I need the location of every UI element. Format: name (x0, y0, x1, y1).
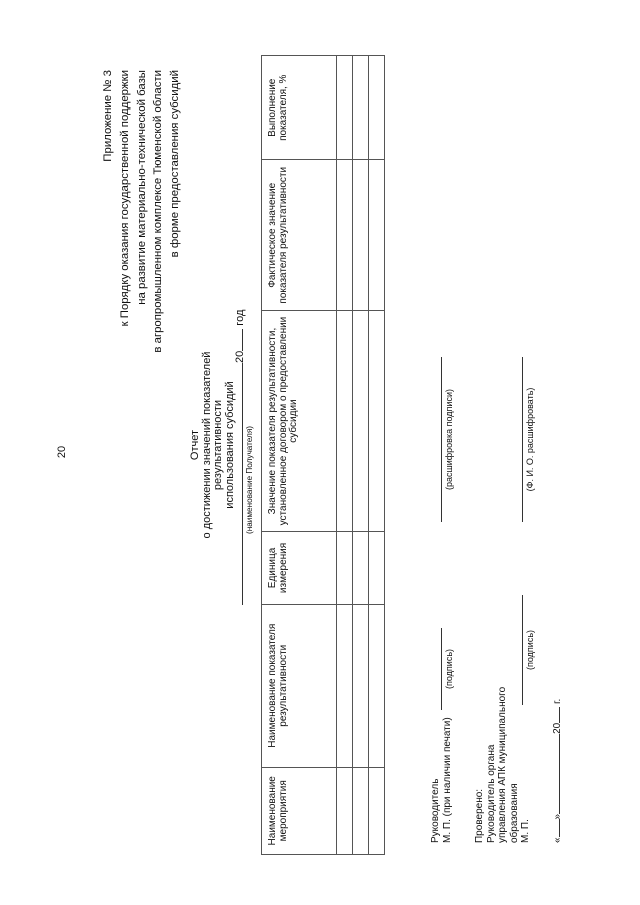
date-year-prefix: 20 (552, 722, 563, 734)
year-prefix: 20 (234, 350, 246, 363)
month-blank[interactable] (549, 734, 560, 814)
table-cell[interactable] (353, 311, 369, 532)
head-decode-line[interactable] (441, 357, 442, 522)
title-line: Отчет (189, 429, 201, 461)
annex-line: Приложение № 3 (102, 70, 114, 162)
date-close-quote: » (552, 813, 563, 820)
date-open-quote: « (552, 837, 563, 843)
annex-line: в агропромышленном комплексе Тюменской области (152, 70, 165, 353)
head-decode-caption: (расшифровка подписи) (444, 389, 454, 490)
table-cell[interactable] (337, 767, 353, 854)
table-cell[interactable] (337, 604, 353, 767)
table-cell[interactable] (353, 532, 369, 605)
col-header-indicator-name: Наименование показателя результативности (262, 604, 337, 767)
table-cell[interactable] (369, 532, 385, 605)
day-blank[interactable] (549, 819, 560, 837)
table-row (353, 56, 369, 855)
organ-signature-line[interactable] (522, 595, 523, 705)
year-suffix: год (234, 309, 246, 326)
col-header-unit: Единица измерения (262, 532, 337, 605)
table-cell[interactable] (369, 160, 385, 311)
organ-line: Руководитель органа (485, 744, 497, 843)
annex-header (100, 70, 184, 490)
table-row (337, 56, 353, 855)
annex-line: к Порядку оказания государственной поддержки (118, 70, 131, 327)
date-line (549, 543, 564, 843)
table-cell[interactable] (369, 56, 385, 160)
table-cell[interactable] (353, 56, 369, 160)
recipient-line (232, 253, 246, 605)
title-line: о достижении значений показателей результативности (200, 351, 224, 539)
table-row (369, 56, 385, 855)
table-cell[interactable] (369, 311, 385, 532)
table-cell[interactable] (353, 160, 369, 311)
table-cell[interactable] (369, 604, 385, 767)
stamp-label: М. П. (при наличии печати) (441, 717, 453, 843)
col-header-actual-value: Фактическое значение показателя результативности (262, 160, 337, 311)
table-header-row (262, 56, 337, 855)
annex-line: в форме предоставления субсидий (169, 70, 182, 258)
col-header-completion: Выполнение показателя, % (262, 56, 337, 160)
mp-label: М. П. (520, 819, 531, 843)
title-line: использования субсидий (223, 381, 236, 509)
col-header-planned-value: Значение показателя результативности, установленное договором о предоставлении субсидии (262, 311, 337, 532)
checked-label: Проверено: (474, 788, 485, 843)
date-year-blank[interactable] (549, 707, 560, 723)
recipient-name-blank[interactable] (232, 363, 243, 605)
table-cell[interactable] (353, 767, 369, 854)
table-cell[interactable] (353, 604, 369, 767)
organ-line: образования (508, 783, 520, 843)
date-year-suffix: г. (552, 698, 563, 704)
recipient-caption: (наименование Получателя) (245, 426, 254, 535)
head-signature-caption: (подпись) (444, 648, 454, 690)
table-cell[interactable] (337, 532, 353, 605)
fio-caption: (Ф. И. О. расшифровать) (525, 387, 535, 492)
results-table (261, 55, 385, 855)
organ-signature-caption: (подпись) (525, 629, 535, 671)
page-number: 20 (56, 445, 68, 459)
head-signature-line[interactable] (441, 628, 442, 710)
col-header-event: Наименование мероприятия (262, 767, 337, 854)
annex-line: на развитие материально-технической базы (135, 70, 148, 305)
table-cell[interactable] (337, 56, 353, 160)
report-title (190, 325, 236, 565)
table-cell[interactable] (337, 160, 353, 311)
head-label: Руководитель (430, 778, 441, 843)
table-cell[interactable] (369, 767, 385, 854)
organ-line: управления АПК муниципального (497, 686, 508, 843)
year-blank[interactable] (232, 329, 243, 351)
fio-line[interactable] (522, 357, 523, 522)
table-cell[interactable] (337, 311, 353, 532)
